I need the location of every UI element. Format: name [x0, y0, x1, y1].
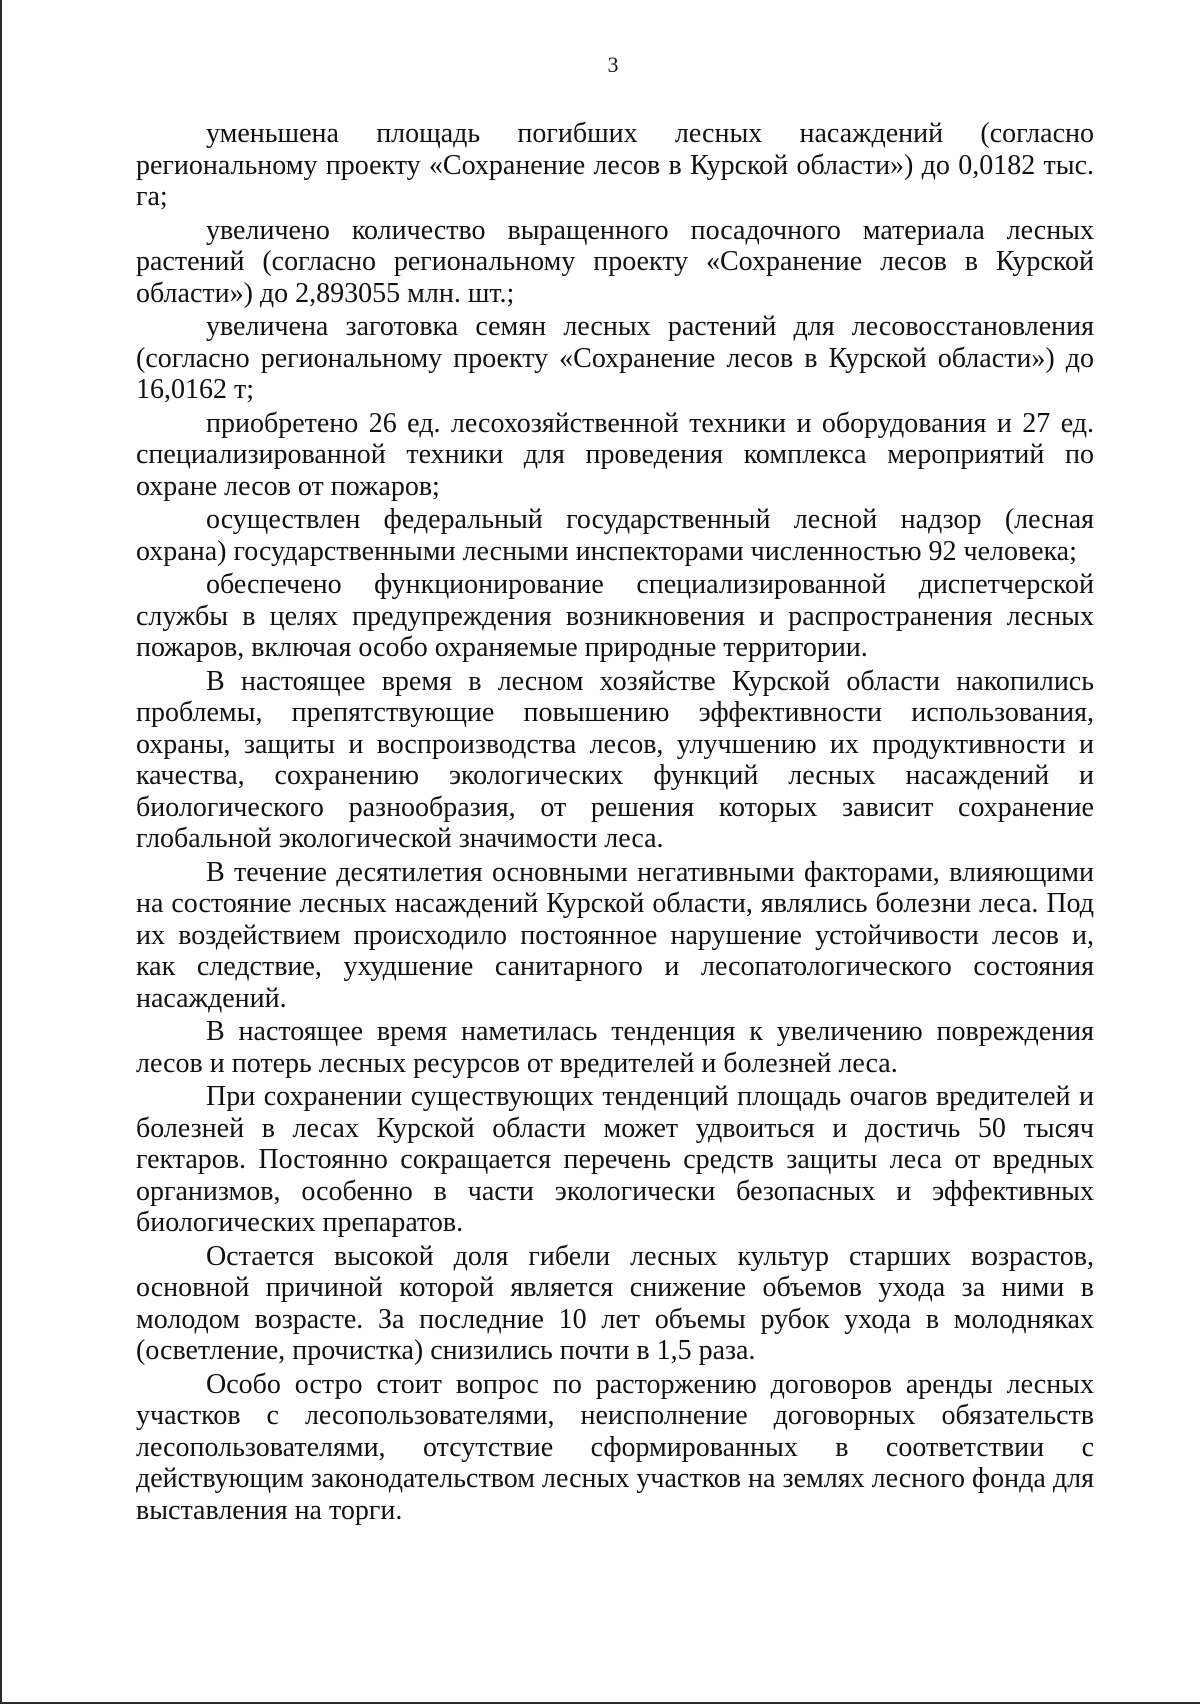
paragraph-current-problems: В настоящее время в лесном хозяйстве Курской области накопились проблемы, препятствующие повышению эффективности использования, охраны, защиты и воспроизводства лесов, улучшению их продуктивности и качества, сохранению экологических функций лесных насаждений и биологического разнообразия, от решения которых зависит сохранение глобальной экологической значимости леса. [136, 665, 1094, 854]
paragraph-reduced-area: уменьшена площадь погибших лесных насаждений (согласно региональному проекту «Сохранение лесов в Курской области») до 0,0182 тыс. га; [136, 118, 1094, 212]
paragraph-equipment-purchase: приобретено 26 ед. лесохозяйственной техники и оборудования и 27 ед. специализированной техники для проведения комплекса мероприятий по охране лесов от пожаров; [136, 407, 1094, 502]
paragraph-seed-harvest: увеличена заготовка семян лесных растений для лесовосстановления (согласно региональному проекту «Сохранение лесов в Курской области») до 16,0162 т; [136, 311, 1094, 405]
page-number: 3 [607, 52, 619, 77]
paragraph-pest-foci: При сохранении существующих тенденций площадь очагов вредителей и болезней в лесах Курской области может удвоиться и достичь 50 тысяч гектаров. Постоянно сокращается перечень средств защиты леса от вредных организмов, особенно в части экологически безопасных и эффективных биологических препаратов. [136, 1081, 1094, 1238]
paragraph-forest-diseases: В течение десятилетия основными негативными факторами, влияющими на состояние лесных насаждений Курской области, являлись болезни леса. Под их воздействием происходило постоянное нарушение устойчивости лесов и, как следствие, ухудшение санитарного и лесопатологического состояния насаждений. [136, 856, 1094, 1014]
paragraph-forest-supervision: осуществлен федеральный государственный лесной надзор (лесная охрана) государственными лесными инспекторами численностью 92 человека; [136, 504, 1094, 567]
paragraph-crop-loss: Остается высокой доля гибели лесных культур старших возрастов, основной причиной которой является снижение объемов ухода за ними в молодом возрасте. За последние 10 лет объемы рубок ухода в молодняках (осветление, прочистка) снизились почти в 1,5 раза. [136, 1240, 1094, 1366]
document-body [136, 118, 1094, 1528]
paragraph-dispatch-service: обеспечено функционирование специализированной диспетчерской службы в целях предупреждения возникновения и распространения лесных пожаров, включая особо охраняемые природные территории. [136, 569, 1094, 663]
paragraph-lease-contracts: Особо остро стоит вопрос по расторжению договоров аренды лесных участков с лесопользователями, неисполнение договорных обязательств лесопользователями, отсутствие сформированных в соответствии с действующим законодательством лесных участков на землях лесного фонда для выставления на торги. [136, 1368, 1094, 1526]
paragraph-planting-material: увеличено количество выращенного посадочного материала лесных растений (согласно региональному проекту «Сохранение лесов в Курской области») до 2,893055 млн. шт.; [136, 214, 1094, 309]
paragraph-damage-trend: В настоящее время наметилась тенденция к увеличению повреждения лесов и потерь лесных ресурсов от вредителей и болезней леса. [136, 1016, 1094, 1079]
